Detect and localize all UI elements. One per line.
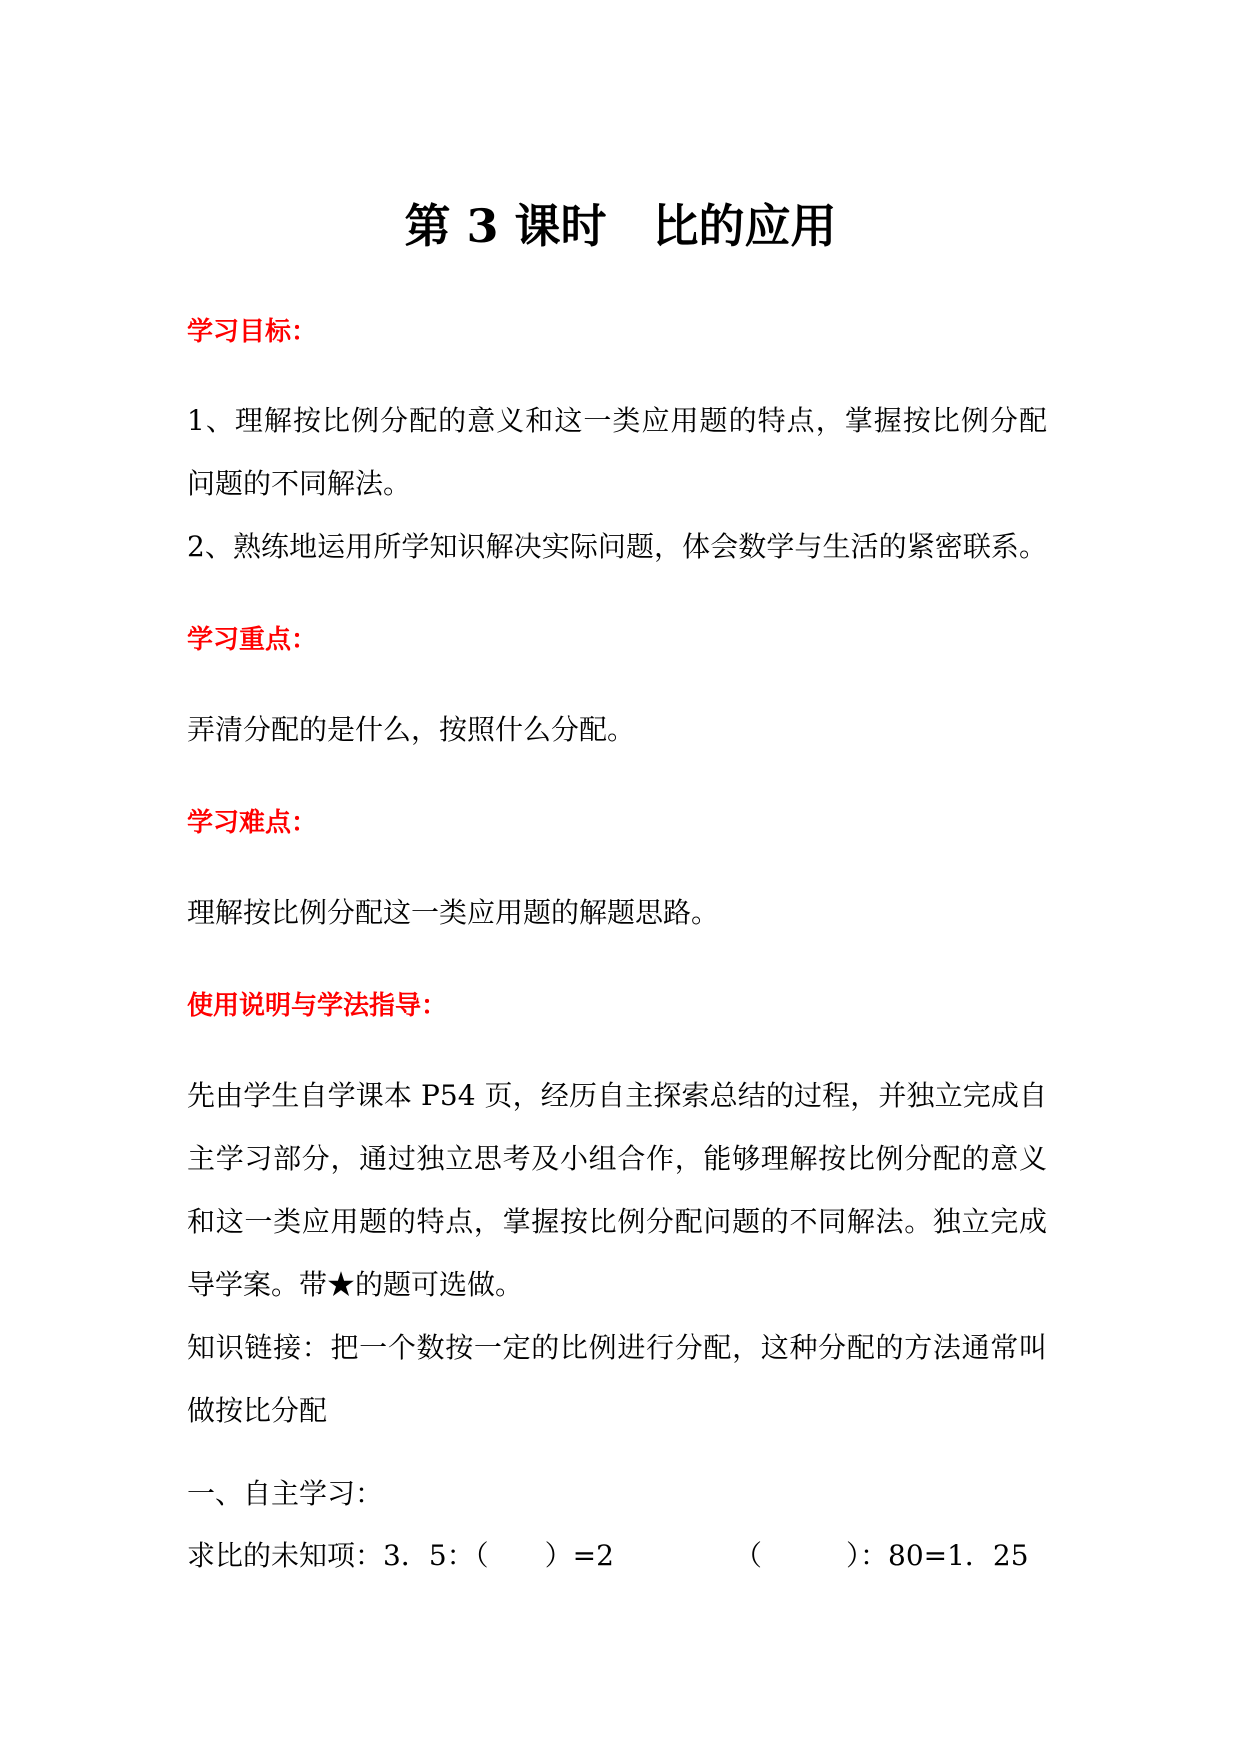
key-points-text: 弄清分配的是什么，按照什么分配。 (187, 713, 636, 746)
ratio-exercise-left: 求比的未知项：3．5：（ ）=2 (187, 1539, 614, 1572)
method-line-1: 先由学生自学课本 P54 页，经历自主探索总结的过程，并独立完成自 (187, 1079, 1047, 1112)
goal-2-line-1: 2、熟练地运用所学知识解决实际问题，体会数学与生活的紧密联系。 (187, 530, 1047, 563)
method-line-2: 主学习部分，通过独立思考及小组合作，能够理解按比例分配的意义 (187, 1142, 1047, 1175)
learning-goals-heading: 学习目标： (187, 317, 318, 347)
knowledge-link-line-1: 知识链接：把一个数按一定的比例进行分配，这种分配的方法通常叫 (187, 1331, 1047, 1364)
difficulty-heading: 学习难点： (187, 808, 318, 838)
method-line-4: 导学案。带★的题可选做。 (187, 1268, 524, 1301)
difficulty-text: 理解按比例分配这一类应用题的解题思路。 (187, 896, 720, 929)
ratio-exercise (187, 1536, 1047, 1576)
ratio-exercise-right: （ ）：80=1．25 (734, 1539, 1029, 1572)
page-title: 第 3 课时 比的应用 (404, 199, 837, 253)
self-study-heading: 一、自主学习： (187, 1477, 384, 1510)
key-points-heading: 学习重点： (187, 625, 318, 655)
goal-1-line-1: 1、理解按比例分配的意义和这一类应用题的特点，掌握按比例分配 (187, 404, 1047, 437)
method-guide-heading: 使用说明与学法指导： (187, 991, 448, 1021)
method-line-3: 和这一类应用题的特点，掌握按比例分配问题的不同解法。独立完成 (187, 1205, 1047, 1238)
goal-1-line-2: 问题的不同解法。 (187, 467, 412, 500)
knowledge-link-line-2: 做按比分配 (187, 1394, 328, 1427)
